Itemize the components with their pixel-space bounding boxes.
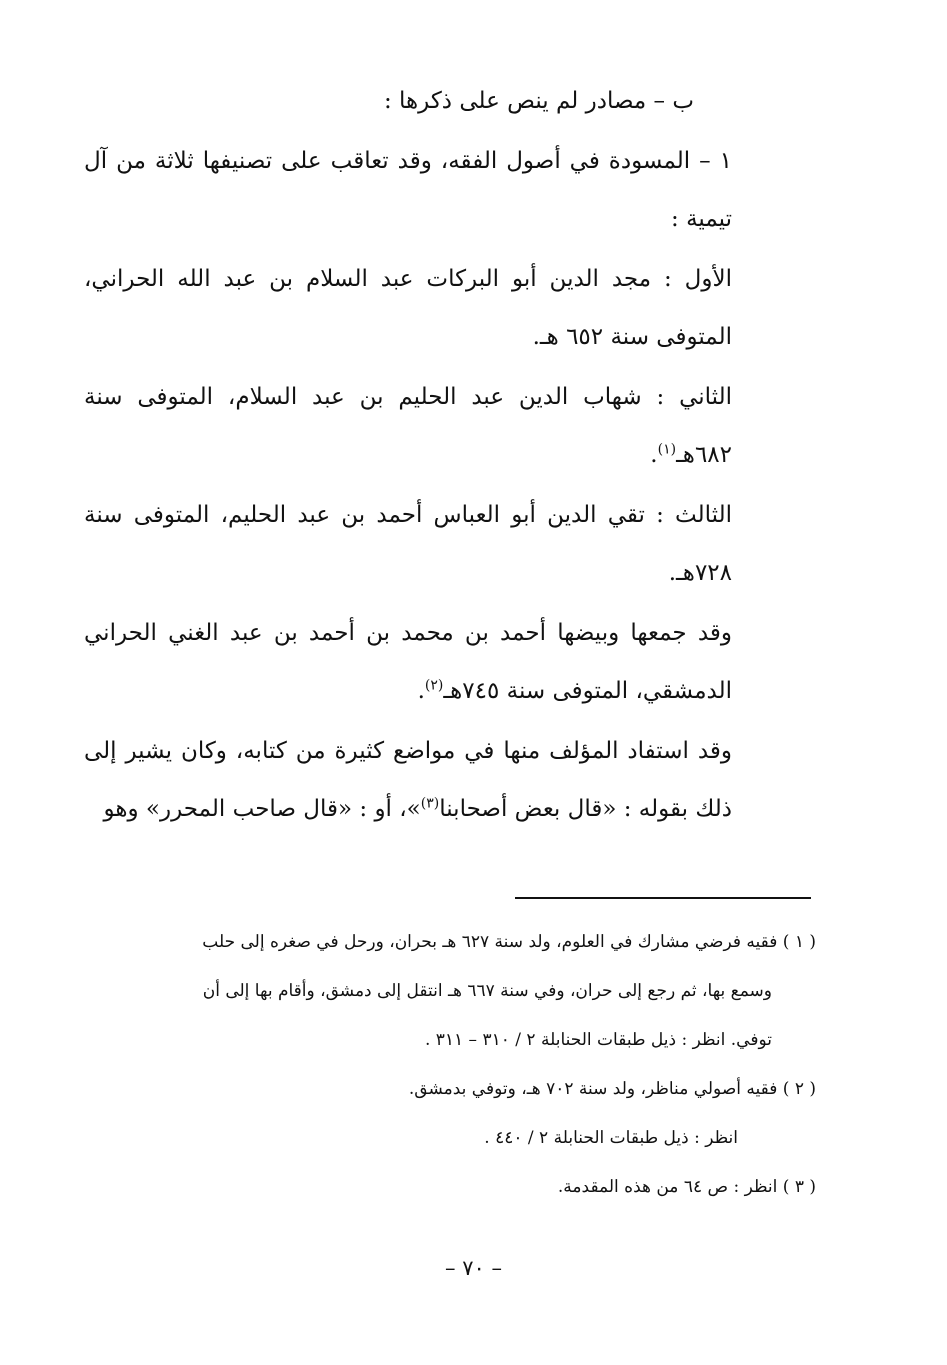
footnote-3-line-1: ( ٣ ) انظر : ص ٦٤ من هذه المقدمة. [557,1177,816,1197]
footnote-ref-3[interactable]: (٣) [420,795,440,812]
paragraph-item-1: ١ – المسودة في أصول الفقه، وقد تعاقب على تصنيفها ثلاثة من آل تيمية : [84,148,732,232]
section-heading: ب – مصادر لم ينص على ذكرها : [383,88,694,114]
page-number: – ٧٠ – [445,1256,502,1280]
footnote-2-line-2: انظر : ذيل طبقات الحنابلة ٢ / ٤٤٠ . [484,1128,738,1148]
footnotes-block [84,918,816,1212]
collector-end: . [417,678,425,704]
paragraph-collector [84,604,732,720]
benefit-text-start: وقد استفاد المؤلف منها في مواضع كثيرة من كتابه، وكان يشير إلى ذلك بقوله : «قال بعض أصحابنا [84,738,732,822]
footnote-1-line-1: ( ١ ) فقيه فرضي مشارك في العلوم، ولد سنة ٦٢٧ هـ بحران، ورحل في صغره إلى حلب [202,932,816,952]
main-text-block [84,72,732,840]
footnote-ref-1[interactable]: (١) [657,441,677,458]
benefit-text-end: »، أو : «قال صاحب المحرر» وهو [103,796,421,822]
paragraph-third-author: الثالث : تقي الدين أبو العباس أحمد بن عبد الحليم، المتوفى سنة ٧٢٨هـ. [84,502,732,586]
footnote-1-line-2: وسمع بها، ثم رجع إلى حران، وفي سنة ٦٦٧ هـ انتقل إلى دمشق، وأقام بها إلى أن [202,981,772,1001]
footnote-divider [515,897,811,899]
footnote-2-line-1: ( ٢ ) فقيه أصولي مناظر، ولد سنة ٧٠٢ هـ، وتوفي بدمشق. [408,1079,816,1099]
second-author-end: . [650,442,658,468]
collector-text: وقد جمعها وبيضها أحمد بن محمد بن أحمد بن عبد الغني الحراني الدمشقي، المتوفى سنة ٧٤٥هـ [84,620,732,704]
paragraph-second-author [84,368,732,484]
footnote-1-line-3: توفي. انظر : ذيل طبقات الحنابلة ٢ / ٣١٠ – ٣١١ . [424,1030,772,1050]
second-author-text: الثاني : شهاب الدين عبد الحليم بن عبد السلام، المتوفى سنة ٦٨٢هـ [84,384,732,468]
paragraph-first-author: الأول : مجد الدين أبو البركات عبد السلام بن عبد الله الحراني، المتوفى سنة ٦٥٢ هـ. [84,266,732,350]
paragraph-benefit [84,722,732,838]
footnote-ref-2[interactable]: (٢) [424,677,444,694]
